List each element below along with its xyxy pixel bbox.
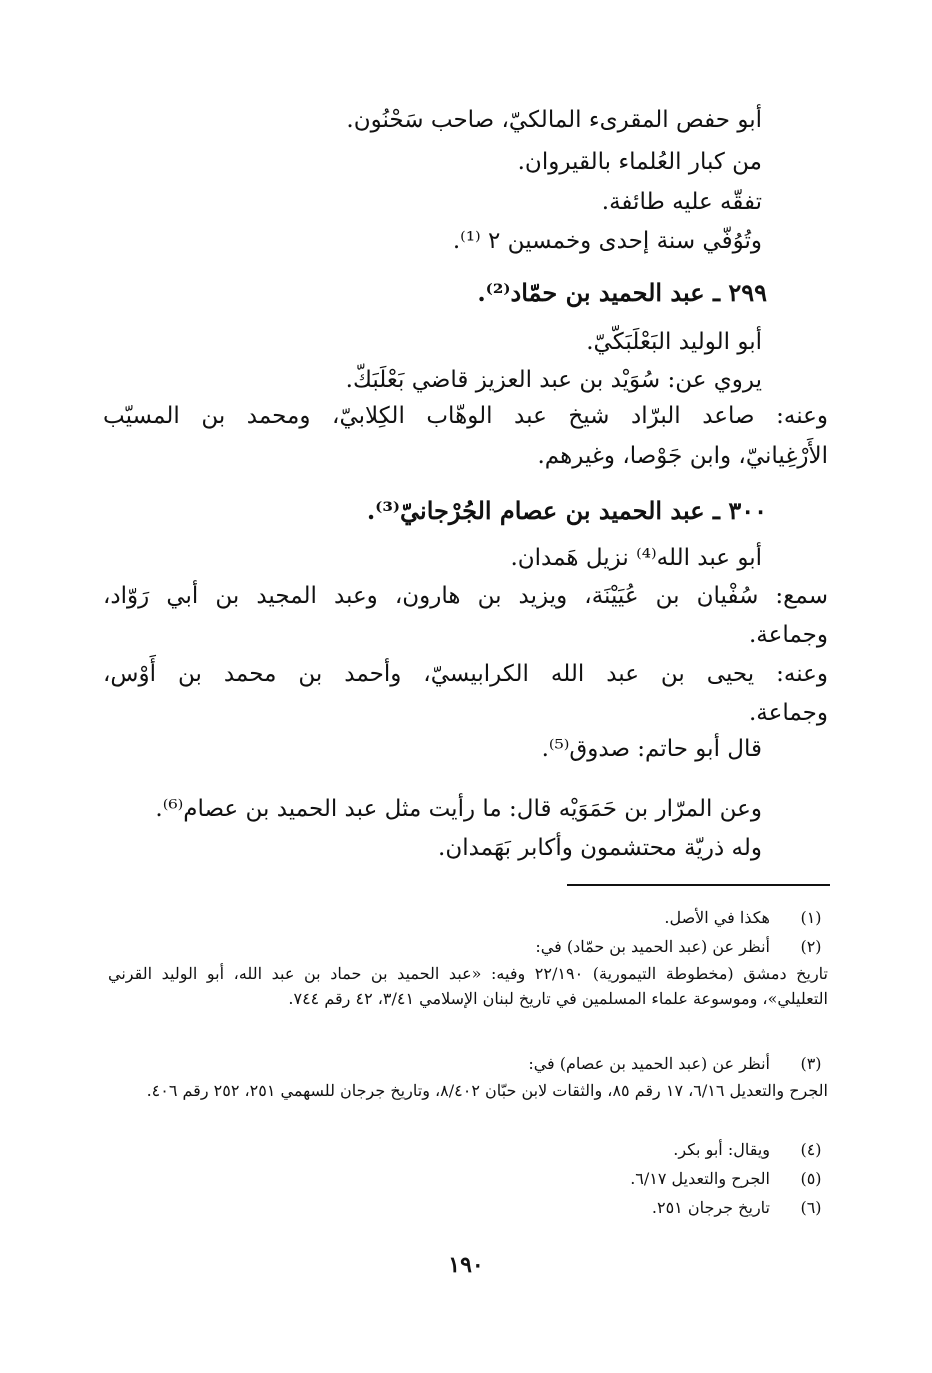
text-line: وعنه: صاعد البرّاد شيخ عبد الوهّاب الكِلابيّ، ومحمد بن المسيّب <box>103 403 828 429</box>
text-line: الأَرْغِيانيّ، وابن جَوْصا، وغيرهم. <box>537 443 828 469</box>
footnote-number: (١) <box>800 908 822 927</box>
footnote-number: (٣) <box>800 1054 822 1073</box>
footnote-number: (٥) <box>800 1169 822 1188</box>
footnote-body: تاريخ دمشق (مخطوطة التيمورية) ٢٢/١٩٠ وفيه: «عبد الحميد بن حماد بن عبد الله، أبو الوليد القرني التعليلي»، وموسوعة علماء المسلمين في تاريخ لبنان الإسلامي ٣/٤١، ٤٢ رقم ٧٤٤. <box>108 964 829 1008</box>
text-line: وجماعة. <box>749 700 828 726</box>
footnote <box>103 1196 828 1220</box>
footnote-number: (٦) <box>800 1198 822 1217</box>
footnote-body: الجرح والتعديل ٦/١٦، ١٧ رقم ٨٥، والثقات لابن حبّان ٨/٤٠٢، وتاريخ جرجان للسهمي ٢٥١، ٢٥٢ رقم ٤٠٦. <box>146 1081 828 1100</box>
footnote <box>103 1138 828 1162</box>
entry-heading: ٣٠٠ ـ عبد الحميد بن عصام الجُرْجانيّ⁽³⁾. <box>366 496 767 525</box>
text-line: وله ذريّة محتشمون وأكابر بَهَمدان. <box>438 835 762 861</box>
text-line: من كبار العُلماء بالقيروان. <box>517 149 762 175</box>
entry-heading: ٢٩٩ ـ عبد الحميد بن حمّاد⁽²⁾. <box>477 278 767 307</box>
footnote-text: الجرح والتعديل ٦/١٧. <box>630 1169 770 1188</box>
text-line: أبو الوليد البَعْلَبَكّيّ. <box>586 329 762 355</box>
footnote-text: أنظر عن (عبد الحميد بن عصام) في: <box>528 1054 770 1073</box>
footnote-text: ويقال: أبو بكر. <box>673 1140 770 1159</box>
footnote-number: (٤) <box>800 1140 822 1159</box>
text-line: سمع: سُفْيان بن عُيَيْنَة، ويزيد بن هارون، وعبد المجيد بن أبي رَوّاد، <box>103 583 828 609</box>
text-line: أبو عبد الله⁽⁴⁾ نزيل هَمدان. <box>510 545 762 571</box>
text-line: تفقّه عليه طائفة. <box>601 189 762 215</box>
text-line: قال أبو حاتم: صدوق⁽⁵⁾. <box>541 736 762 762</box>
footnote-text: هكذا في الأصل. <box>664 908 770 927</box>
text-line: وعن المرّار بن حَمَوَيْه قال: ما رأيت مثل عبد الحميد بن عصام⁽⁶⁾. <box>155 796 762 822</box>
footnote <box>103 935 828 959</box>
text-line: يروي عن: سُوَيْد بن عبد العزيز قاضي بَعْلَبَكّ. <box>345 367 762 393</box>
footnote-separator <box>567 884 830 886</box>
text-line: وعنه: يحيى بن عبد الله الكرابيسيّ، وأحمد بن محمد بن أَوْس، <box>103 661 828 687</box>
footnote-text: أنظر عن (عبد الحميد بن حمّاد) في: <box>535 937 770 956</box>
page-number: ١٩٠ <box>448 1252 484 1278</box>
text-line: وجماعة. <box>749 622 828 648</box>
footnote-text: تاريخ جرجان ٢٥١. <box>651 1198 770 1217</box>
text-line: وتُوُفّي سنة إحدى وخمسين ٢ ⁽¹⁾. <box>452 228 762 254</box>
text-line: أبو حفص المقرىء المالكيّ، صاحب سَحْنُون. <box>346 107 762 133</box>
footnote <box>103 1052 828 1076</box>
footnote <box>103 1167 828 1191</box>
footnote-number: (٢) <box>800 937 822 956</box>
footnote <box>103 906 828 930</box>
